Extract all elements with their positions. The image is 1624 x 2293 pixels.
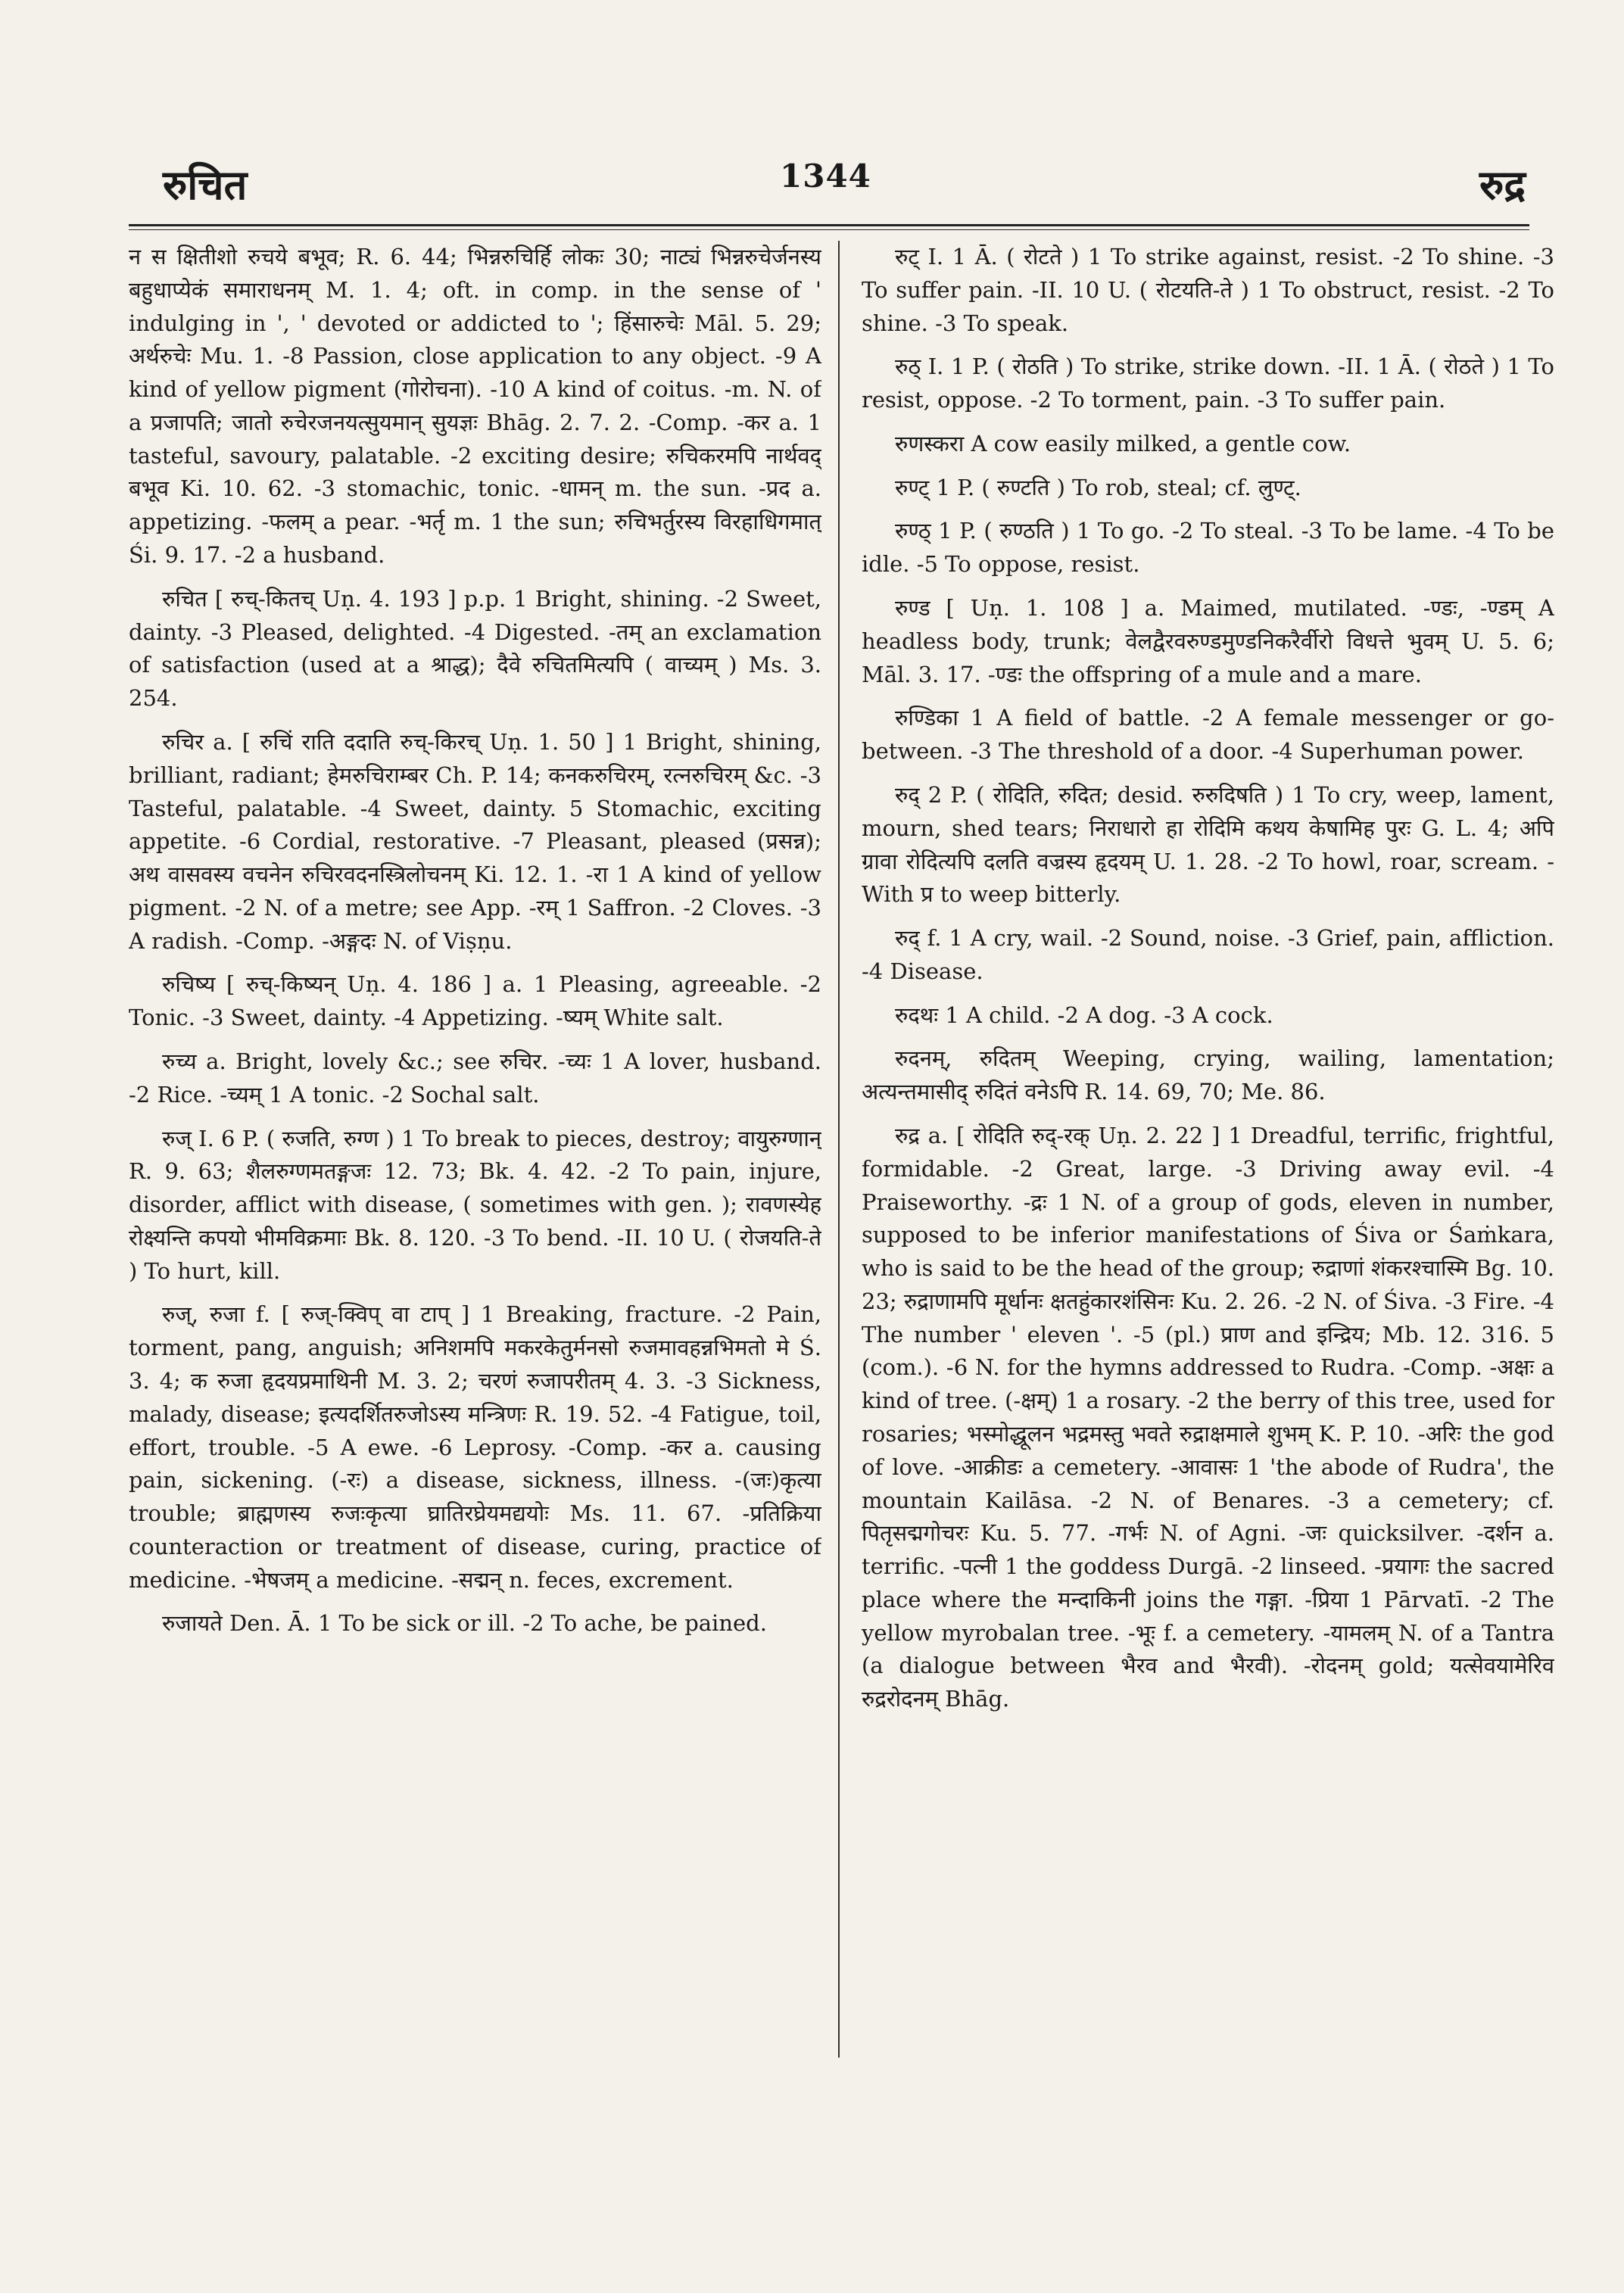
dictionary-entry: रुट् I. 1 Ā. ( रोटते ) 1 To strike against, resist. -2 To shine. -3 To suffer pain. -II. 10 U. ( रोटयति-ते ) 1 To obstruct, resist. -2 To shine. -3 To speak. [862, 244, 1554, 336]
dictionary-entry: रुठ् I. 1 P. ( रोठति ) To strike, strike down. -II. 1 Ā. ( रोठते ) 1 To resist, oppose. -2 To torment, pain. -3 To suffer pain. [862, 354, 1554, 413]
right-running-headword: रुद्र [1479, 160, 1526, 209]
page-header [0, 0, 1624, 227]
dictionary-entry: रुचित [ रुच्-कितच् Uṇ. 4. 193 ] p.p. 1 Bright, shining. -2 Sweet, dainty. -3 Pleased, delighted. -4 Digested. -तम् an exclamation of satisfaction (used at a श्राद्ध); दैवे रुचितमित्यपि ( वाच्यम् ) Ms. 3. 254. [129, 585, 821, 712]
header-rule-thin [129, 229, 1529, 230]
dictionary-entry: रुच्य a. Bright, lovely &c.; see रुचिर. -च्यः 1 A lover, husband. -2 Rice. -च्यम् 1 A tonic. -2 Sochal salt. [129, 1048, 821, 1108]
dictionary-entry: रुण्ठ् 1 P. ( रुण्ठति ) 1 To go. -2 To steal. -3 To be lame. -4 To be idle. -5 To oppose, resist. [862, 518, 1554, 578]
dictionary-entry: रुद् f. 1 A cry, wail. -2 Sound, noise. -3 Grief, pain, affliction. -4 Disease. [862, 925, 1554, 984]
dictionary-entry: रुचिष्य [ रुच्-किष्यन् Uṇ. 4. 186 ] a. 1 Pleasing, agreeable. -2 Tonic. -3 Sweet, dainty. -4 Appetizing. -ष्यम् White salt. [129, 971, 821, 1031]
page-number: 1344 [780, 157, 871, 195]
dictionary-entry: न स क्षितीशो रुचये बभूव; R. 6. 44; भिन्नरुचिर्हि लोकः 30; नाट्यं भिन्नरुचेर्जनस्य बहुधाप्येकं समाराधनम् M. 1. 4; oft. in comp. in the sense of ' indulging in ', ' devoted or addicted to '; हिंसारुचेः Māl. 5. 29; अर्थरुचेः Mu. 1. -8 Passion, close application to any object. -9 A kind of yellow pigment (गोरोचना). -10 A kind of coitus. -m. N. of a प्रजापति; जातो रुचेरजनयत्सुयमान् सुयज्ञः Bhāg. 2. 7. 2. -Comp. -कर a. 1 tasteful, savoury, palatable. -2 exciting desire; रुचिकरमपि नार्थवद् बभूव Ki. 10. 62. -3 stomachic, tonic. -धामन् m. the sun. -प्रद a. appetizing. -फलम् a pear. -भर्तृ m. 1 the sun; रुचिभर्तुरस्य विरहाधिगमात् Śi. 9. 17. -2 a husband. [129, 244, 821, 569]
dictionary-entry: रुचिर a. [ रुचिं राति ददाति रुच्-किरच् Uṇ. 1. 50 ] 1 Bright, shining, brilliant, radiant; हेमरुचिराम्बर Ch. P. 14; कनकरुचिरम्, रत्नरुचिरम् &c. -3 Tasteful, palatable. -4 Sweet, dainty. 5 Stomachic, exciting appetite. -6 Cordial, restorative. -7 Pleasant, pleased (प्रसन्न); अथ वासवस्य वचनेन रुचिरवदनस्त्रिलोचनम् Ki. 12. 1. -रा 1 A kind of yellow pigment. -2 N. of a metre; see App. -रम् 1 Saffron. -2 Cloves. -3 A radish. -Comp. -अङ्गदः N. of Viṣṇu. [129, 728, 821, 954]
dictionary-entry: रुद् 2 P. ( रोदिति, रुदित; desid. रुरुदिषति ) 1 To cry, weep, lament, mourn, shed tears; निराधारो हा रोदिमि कथय केषामिह पुरः G. L. 4; अपि ग्रावा रोदित्यपि दलति वज्रस्य हृदयम् U. 1. 28. -2 To howl, roar, scream. -With प्र to weep bitterly. [862, 781, 1554, 908]
dictionary-entry: रुण्ड [ Uṇ. 1. 108 ] a. Maimed, mutilated. -ण्डः, -ण्डम् A headless body, trunk; वेलद्वैरवरुण्डमुण्डनिकरैर्वीरो विधत्ते भुवम् U. 5. 6; Māl. 3. 17. -ण्डः the offspring of a mule and a mare. [862, 595, 1554, 687]
dictionary-entry: रुद्र a. [ रोदिति रुद्-रक् Uṇ. 2. 22 ] 1 Dreadful, terrific, frightful, formidable. -2 Great, large. -3 Driving away evil. -4 Praiseworthy. -द्रः 1 N. of a group of gods, eleven in number, supposed to be inferior manifestations of Śiva or Śaṁkara, who is said to be the head of the group; रुद्राणां शंकरश्चास्मि Bg. 10. 23; रुद्राणामपि मूर्धानः क्षतहुंकारशंसिनः Ku. 2. 26. -2 N. of Śiva. -3 Fire. -4 The number ' eleven '. -5 (pl.) प्राण and इन्द्रिय; Mb. 12. 316. 5 (com.). -6 N. for the hymns addressed to Rudra. -Comp. -अक्षः a kind of tree. (-क्षम्) 1 a rosary. -2 the berry of this tree, used for rosaries; भस्मोद्धूलन भद्रमस्तु भवते रुद्राक्षमाले शुभम् K. P. 10. -अरिः the god of love. -आक्रीडः a cemetery. -आवासः 1 'the abode of Rudra', the mountain Kailāsa. -2 N. of Benares. -3 a cemetery; cf. पितृसद्मगोचरः Ku. 5. 77. -गर्भः N. of Agni. -जः quicksilver. -दर्शन a. terrific. -पत्नी 1 the goddess Durgā. -2 linseed. -प्रयागः the sacred place where the मन्दाकिनी joins the गङ्गा. -प्रिया 1 Pārvatī. -2 The yellow myrobalan tree. -भूः f. a cemetery. -यामलम् N. of a Tantra (a dialogue between भैरव and भैरवी). -रोदनम् gold; यत्सेवयामेरिव रुद्ररोदनम् Bhāg. [862, 1122, 1554, 1712]
dictionary-entry: रुज्, रुजा f. [ रुज्-क्विप् वा टाप् ] 1 Breaking, fracture. -2 Pain, torment, pang, anguish; अनिशमपि मकरकेतुर्मनसो रुजमावहन्नभिमतो मे Ś. 3. 4; क रुजा हृदयप्रमाथिनी M. 3. 2; चरणं रुजापरीतम् 4. 3. -3 Sickness, malady, disease; इत्यदर्शितरुजोऽस्य मन्त्रिणः R. 19. 52. -4 Fatigue, toil, effort, trouble. -5 A ewe. -6 Leprosy. -Comp. -कर a. causing pain, sickening. (-रः) a disease, sickness, illness. -(जः)कृत्या trouble; ब्राह्मणस्य रुजःकृत्या घ्रातिरघ्रेयमद्ययोः Ms. 11. 67. -प्रतिक्रिया counteraction or treatment of disease, curing, practice of medicine. -भेषजम् a medicine. -सद्मन् n. feces, excrement. [129, 1301, 821, 1593]
left-running-headword: रुचित [163, 160, 248, 209]
dictionary-entry: रुण्डिका 1 A field of battle. -2 A female messenger or go-between. -3 The threshold of a door. -4 Superhuman power. [862, 705, 1554, 765]
header-rule-thick [129, 224, 1529, 226]
dictionary-entry: रुणस्करा A cow easily milked, a gentle cow. [895, 430, 1351, 456]
right-column [862, 241, 1554, 2073]
dictionary-entry: रुज् I. 6 P. ( रुजति, रुग्ण ) 1 To break to pieces, destroy; वायुरुग्णान् R. 9. 63; शैलरुग्णमतङ्गजः 12. 73; Bk. 4. 42. -2 To pain, injure, disorder, afflict with disease, ( sometimes with gen. ); रावणस्येह रोक्ष्यन्ति कपयो भीमविक्रमाः Bk. 8. 120. -3 To bend. -II. 10 U. ( रोजयति-ते ) To hurt, kill. [129, 1125, 821, 1284]
dictionary-entry: रुदथः 1 A child. -2 A dog. -3 A cock. [895, 1002, 1273, 1028]
dictionary-entry: रुजायते Den. Ā. 1 To be sick or ill. -2 To ache, be pained. [162, 1610, 767, 1637]
column-divider [838, 241, 840, 2058]
dictionary-entry: रुदनम्, रुदितम् Weeping, crying, wailing, lamentation; अत्यन्तमासीद् रुदितं वनेऽपि R. 14. 69, 70; Me. 86. [862, 1045, 1554, 1105]
dictionary-entry: रुण्ट् 1 P. ( रुण्टति ) To rob, steal; cf. लुण्ट्. [895, 474, 1301, 500]
left-column [129, 241, 821, 2073]
